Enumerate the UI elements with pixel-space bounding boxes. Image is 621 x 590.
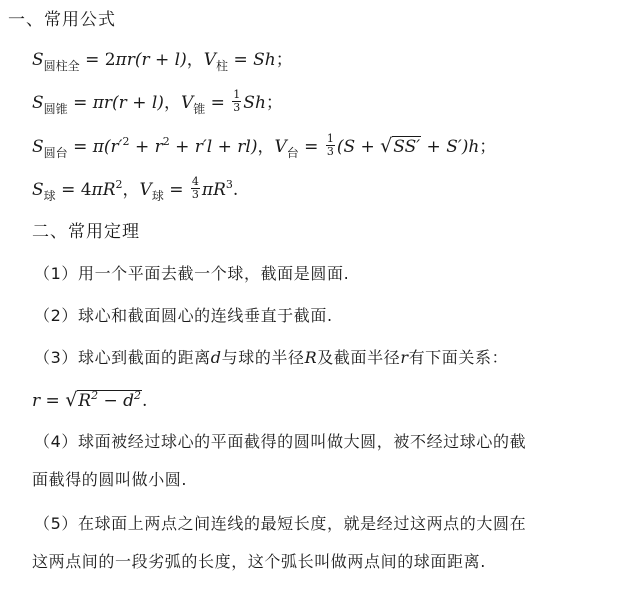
radicand-part: − d — [98, 391, 135, 411]
radicand — [77, 390, 142, 413]
expression: R — [102, 180, 116, 200]
symbol-s: S — [32, 137, 44, 157]
fraction — [191, 176, 200, 201]
subscript: 圆台 — [43, 146, 68, 160]
pi: π — [91, 180, 103, 200]
expression-part: + r′l + rl) — [169, 137, 258, 157]
theorem-4-line-2: 面截得的圆叫做小圆. — [32, 470, 188, 489]
equals: = 2 — [79, 50, 116, 70]
variable-r-upper: R — [304, 348, 318, 367]
fraction — [326, 133, 335, 158]
expression: r(r + l) — [126, 50, 187, 70]
subscript: 锥 — [193, 102, 206, 116]
square-root — [380, 134, 421, 159]
fraction-numerator: 1 — [233, 88, 241, 101]
radical-sign-icon: √ — [380, 135, 393, 157]
symbol-s: S — [32, 180, 44, 200]
subscript: 圆柱全 — [43, 59, 80, 73]
radicand-part: R — [78, 391, 92, 411]
fraction-numerator: 4 — [191, 175, 199, 188]
section-heading-theorems: 二、常用定理 — [32, 222, 140, 242]
pi: π — [201, 180, 214, 200]
section-heading-formulas: 一、常用公式 — [8, 10, 116, 30]
variable-r-lower: r — [400, 348, 409, 367]
terminator: ； — [265, 93, 283, 113]
equals: = — [67, 93, 93, 113]
superscript: 2 — [134, 389, 142, 402]
superscript: 2 — [162, 135, 170, 148]
pi: π — [115, 50, 127, 70]
expression: R — [213, 180, 226, 200]
square-root — [65, 388, 142, 413]
formula-cone — [32, 88, 283, 116]
theorem-4-line-1: （4）球面被经过球心的平面截得的圆叫做大圆，被不经过球心的截 — [34, 432, 527, 451]
symbol-v: V — [203, 50, 217, 70]
theorem-2: （2）球心和截面圆心的连线垂直于截面. — [34, 306, 333, 325]
theorem-1: （1）用一个平面去截一个球，截面是圆面. — [34, 264, 350, 283]
subscript: 球 — [43, 189, 56, 203]
subscript: 柱 — [216, 59, 229, 73]
formula-sphere — [32, 175, 239, 204]
theorem-text: 与球的半径 — [221, 348, 305, 367]
symbol-v: V — [274, 137, 287, 157]
terminator: . — [232, 180, 239, 200]
subscript: 台 — [286, 146, 299, 160]
superscript: 2 — [91, 389, 99, 402]
expression: r(r + l) — [103, 93, 164, 113]
symbol-v: V — [139, 180, 152, 200]
superscript: 2 — [115, 178, 123, 191]
fraction-denominator: 3 — [326, 145, 334, 158]
fraction — [232, 89, 241, 114]
fraction-denominator: 3 — [233, 101, 241, 114]
theorem-text: （3）球心到截面的距离 — [34, 348, 211, 367]
symbol-s: S — [32, 93, 44, 113]
pi: π — [92, 137, 104, 157]
radicand: SS′ — [393, 137, 421, 157]
separator: ， — [186, 50, 204, 70]
fraction-denominator: 3 — [191, 188, 199, 201]
symbol-v: V — [180, 93, 194, 113]
theorem-text: 及截面半径 — [317, 348, 401, 367]
equals: = — [228, 50, 254, 70]
terminator: . — [142, 391, 148, 411]
superscript: 3 — [225, 178, 233, 191]
theorem-5-line-1: （5）在球面上两点之间连线的最短长度，就是经过这两点的大圆在 — [34, 514, 527, 533]
formula-frustum — [32, 134, 496, 161]
separator: ， — [122, 180, 140, 200]
theorem-3 — [34, 346, 508, 370]
separator: ， — [257, 137, 275, 157]
terminator: ； — [275, 50, 293, 70]
expression: Sh — [243, 93, 266, 113]
formula-lhs: r = — [32, 391, 66, 411]
expression-part: + S′)h — [421, 137, 480, 157]
subscript: 球 — [151, 189, 164, 203]
theorem-text: 有下面关系： — [408, 348, 509, 367]
separator: ， — [163, 93, 181, 113]
subscript: 圆锥 — [43, 102, 68, 116]
fraction-numerator: 1 — [326, 132, 334, 145]
theorem-5-line-2: 这两点间的一段劣弧的长度，这个弧长叫做两点间的球面距离. — [32, 552, 486, 571]
radical-sign-icon: √ — [65, 389, 78, 411]
equals: = — [205, 93, 231, 113]
terminator: ； — [479, 137, 497, 157]
equals: = — [67, 137, 93, 157]
expression: Sh — [253, 50, 276, 70]
pi: π — [92, 93, 104, 113]
equals: = — [163, 180, 189, 200]
symbol-s: S — [32, 50, 44, 70]
superscript: 2 — [122, 135, 130, 148]
equals: = 4 — [55, 180, 92, 200]
formula-cylinder — [32, 48, 293, 73]
expression-part: + r — [129, 137, 163, 157]
theorem-3-formula — [32, 388, 147, 413]
expression-part: (S + — [336, 137, 381, 157]
expression-part: (r′ — [103, 137, 123, 157]
variable-d: d — [210, 348, 222, 367]
equals: = — [298, 137, 324, 157]
